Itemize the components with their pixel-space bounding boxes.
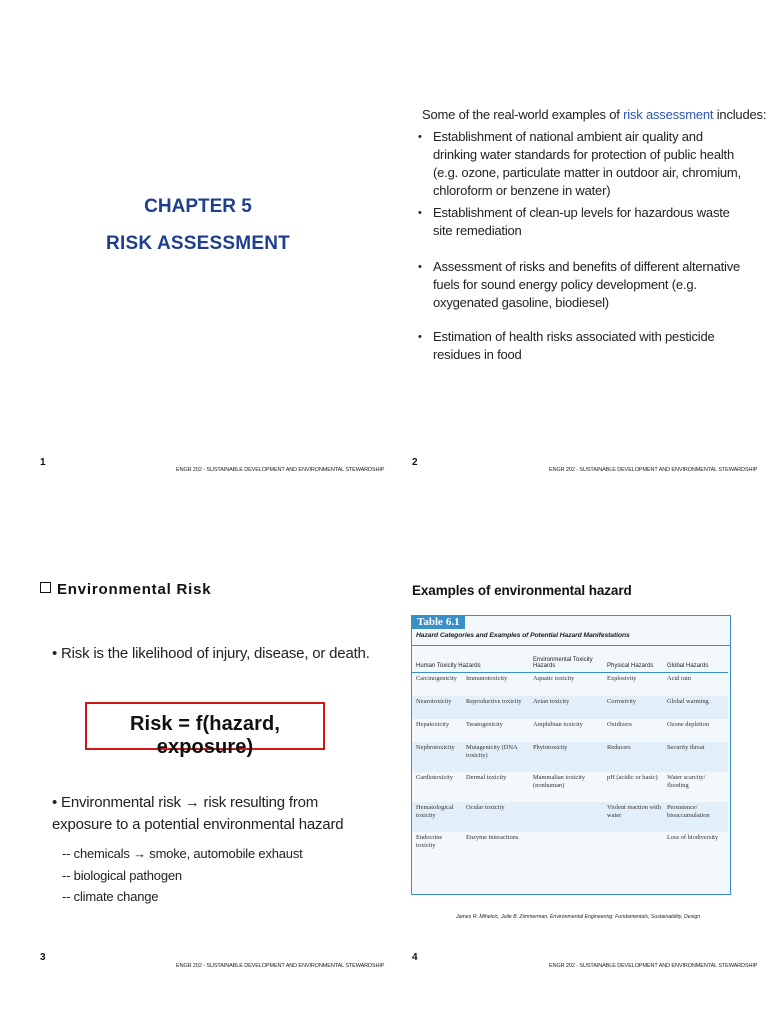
column-header: Human Toxicity Hazards (412, 653, 529, 673)
formula-box (85, 702, 325, 758)
table-cell: Ozone depletion (667, 721, 710, 728)
checkbox-bullet-icon (40, 582, 51, 593)
table-cell: Nephrotoxicity (412, 742, 462, 772)
slide-number: 1 (40, 457, 46, 468)
intro-after: includes: (713, 107, 767, 122)
section-heading-text: Environmental Risk (57, 581, 212, 598)
table-cell: Endocrine toxicity (416, 834, 443, 849)
intro-text (422, 107, 766, 122)
table-cell: Loss of biodiversity (667, 834, 719, 841)
sub-point: -- chemicals → smoke, automobile exhaust (62, 846, 303, 861)
slide-number: 2 (412, 457, 418, 468)
table-tag (412, 616, 465, 629)
table-cell: Immunotoxicity (466, 675, 508, 682)
chapter-title: RISK ASSESSMENT (106, 233, 290, 254)
table-divider (412, 645, 730, 646)
list-item: • Assessment of risks and benefits of different alternative fuels for sound energy policy development (e.g. oxygenated gasoline, biodiesel) (418, 258, 748, 312)
table-cell: Avian toxicity (529, 696, 603, 719)
column-header: Global Hazards (663, 653, 728, 673)
table-cell: Neurotoxicity (412, 696, 462, 719)
risk-formula: Risk = f(hazard, exposure) (130, 713, 280, 758)
table-caption: Hazard Categories and Examples of Potential Hazard Manifestations (416, 632, 630, 639)
table-cell: Carcinogenicity (416, 675, 457, 682)
table-cell: Persistence/ bioaccumulation (663, 802, 728, 832)
table-cell: Teratogenicity (466, 721, 503, 728)
table-cell: Reducers (603, 742, 663, 772)
table-cell: Acid rain (667, 675, 691, 682)
course-footer: ENGR 202 - SUSTAINABLE DEVELOPMENT AND ENVIRONMENTAL STEWARDSHIP (176, 467, 385, 473)
table-cell: Ocular toxicity (462, 802, 529, 832)
table-cell: Aquatic toxicity (533, 675, 575, 682)
table-cell: Enzyme interactions (466, 834, 519, 841)
hazard-table-figure (411, 615, 731, 895)
table-source: James R. Mihelcic, Julie B. Zimmerman, Environmental Engineering: Fundamentals, Sustainability, Design (456, 914, 701, 920)
table-cell: Security threat (663, 742, 728, 772)
slide-number: 3 (40, 952, 46, 963)
hazard-table (412, 653, 728, 862)
table-cell: Amphibian toxicity (533, 721, 583, 728)
course-footer: ENGR 202 - SUSTAINABLE DEVELOPMENT AND ENVIRONMENTAL STEWARDSHIP (549, 963, 758, 969)
table-row (412, 802, 728, 832)
table-cell: Oxidizers (607, 721, 632, 728)
table-row (412, 742, 728, 772)
table-tag-label: Table (417, 616, 443, 628)
section-heading (40, 581, 211, 598)
slide-4 (384, 512, 768, 1024)
table-row (412, 772, 728, 802)
risk-definition: • Risk is the likelihood of injury, disease, or death. (52, 645, 370, 662)
table-cell: Mutagenicity (DNA toxicity) (462, 742, 529, 772)
table-cell: Hematological toxicity (412, 802, 462, 832)
table-cell: pH (acidic or basic) (607, 774, 658, 781)
chapter-label: CHAPTER 5 (144, 196, 252, 217)
table-cell: Hepatoxicity (416, 721, 450, 728)
table-header-row (412, 653, 728, 673)
table-cell: Mammalian toxicity (nonhuman) (533, 774, 586, 789)
column-header: Environmental Toxicity Hazards (529, 653, 603, 673)
table-cell: Corrosivity (603, 696, 663, 719)
table-cell: Cardiotoxicity (416, 774, 453, 781)
list-item: • Estimation of health risks associated with pesticide residues in food (418, 328, 748, 364)
table-cell: Explosivity (607, 675, 637, 682)
table-row (412, 673, 728, 697)
slide-number: 4 (412, 952, 418, 963)
environmental-risk-definition: • Environmental risk → risk resulting from exposure to a potential environmental hazard (52, 794, 344, 833)
table-cell: Water scarcity/ flooding (667, 774, 706, 789)
sub-point: -- climate change (62, 889, 159, 904)
table-cell: Reproductive toxicity (462, 696, 529, 719)
column-header: Physical Hazards (603, 653, 663, 673)
slide-3 (0, 512, 384, 1024)
table-cell (529, 802, 603, 832)
table-tag-number: 6.1 (445, 616, 460, 628)
slide-2 (384, 0, 768, 512)
table-cell (603, 832, 663, 862)
course-footer: ENGR 202 - SUSTAINABLE DEVELOPMENT AND ENVIRONMENTAL STEWARDSHIP (549, 467, 758, 473)
examples-list (418, 128, 748, 364)
slide-title: Examples of environmental hazard (412, 583, 632, 598)
course-footer: ENGR 202 - SUSTAINABLE DEVELOPMENT AND ENVIRONMENTAL STEWARDSHIP (176, 963, 385, 969)
list-item: • Establishment of national ambient air quality and drinking water standards for protection of public health (e.g. ozone, particulate matter in outdoor air, chromium, chloroform or benzene in water) (418, 128, 748, 182)
sub-point: -- biological pathogen (62, 868, 182, 883)
intro-before: Some of the real-world examples of (422, 107, 624, 122)
table-cell: Violent reaction with water (603, 802, 663, 832)
table-cell: Global warming (663, 696, 728, 719)
list-item: • Establishment of clean-up levels for hazardous waste site remediation (418, 204, 748, 240)
table-row (412, 832, 728, 862)
table-cell (529, 832, 603, 862)
table-cell: Phytotoxicity (529, 742, 603, 772)
table-cell: Dermal toxicity (466, 774, 507, 781)
table-row (412, 696, 728, 719)
slide-1 (0, 0, 384, 512)
table-row (412, 719, 728, 742)
intro-highlight: risk assessment (623, 107, 714, 122)
